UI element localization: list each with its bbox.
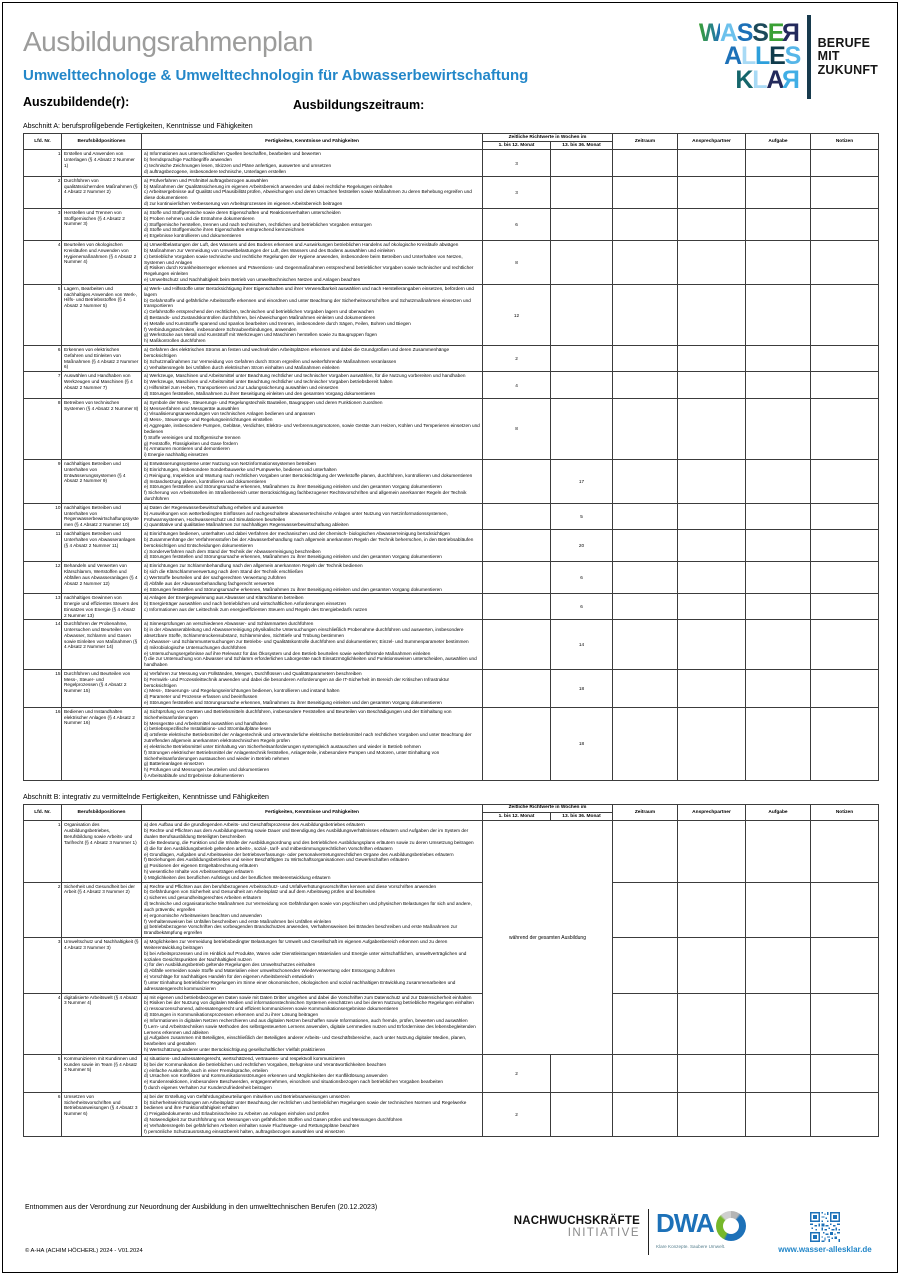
- document-content: [23, 0, 878, 1137]
- aufgabe-cell: [746, 176, 811, 208]
- aufgabe-cell: [746, 398, 811, 459]
- table-row: [24, 398, 879, 459]
- position-cell: Auswählen und Handhaben von Werkzeugen und Maschinen (§ 4 Absatz 2 Nummer 7): [62, 372, 142, 398]
- zeitraum-cell: [613, 1054, 678, 1092]
- logo-letter: R: [783, 18, 801, 47]
- weeks-13-36-cell: [551, 241, 613, 285]
- position-cell: Durchführen und Beurteilen von Mess-, Steuer- und Regelprozessen (§ 4 Absatz 2 Nummer 15): [62, 670, 142, 708]
- weeks-1-12-cell: 3: [483, 176, 551, 208]
- weeks-1-12-cell: [483, 707, 551, 780]
- aufgabe-cell: [746, 562, 811, 594]
- zeitraum-cell: [613, 670, 678, 708]
- ansprechpartner-cell: [678, 176, 746, 208]
- ansprechpartner-cell: [678, 372, 746, 398]
- row-number: 5: [24, 1054, 62, 1092]
- row-number: 3: [24, 208, 62, 240]
- col-header-skills: Fertigkeiten, Kenntnisse und Fähigkeiten: [142, 134, 483, 150]
- skills-cell: a) Informationen aus unterschiedlichen Quellen beschaffen, bearbeiten und bewerten b) fremdsprachige Fachbegriffe anwenden c) technische Zeichnungen lesen, Skizzen und Pläne anfertigen, auswerten und umsetzen d) auftragsbezogene, insbesondere technische, Unterlagen erstellen: [142, 150, 483, 176]
- row-number: 4: [24, 241, 62, 285]
- title-block: [23, 0, 529, 112]
- logo-letter: W: [698, 18, 720, 47]
- weeks-13-36-cell: [551, 208, 613, 240]
- section-a-rows: [24, 150, 879, 780]
- weeks-13-36-cell: [551, 1054, 613, 1092]
- col-header-weeks-group: Zeitliche Richtwerte in Wochen im: [483, 134, 613, 142]
- ansprechpartner-cell: [678, 398, 746, 459]
- skills-cell: a) Entwässerungssysteme unter Nutzung von Netzinformationssystemen betreiben b) Einrichtungen, insbesondere Sonderbauwerke und Pumpwerke, bedienen und unterhalten c) Reinigung, Inspektion und Wartung nach rechtlichen Vorgaben unter Berücksichtigung der Werkstoffe planen, durchführen, kontrollieren und dokumentieren d) Instandsetzung planen, kontrollieren und dokumentieren e) Störungen feststellen und Störungsursache erkennen, Maßnahmen zu ihrer Beseitigung einleiten und den gesamten Vorgang dokumentieren f) Sicherung von Arbeitsstellen im Straßenbereich unter Berücksichtigung fachbezogener Rechtsvorschriften und allgemein anerkannter Regeln der Technik durchführen: [142, 460, 483, 504]
- weeks-13-36-cell: 6: [551, 562, 613, 594]
- section-a-table: [23, 133, 879, 781]
- skills-cell: a) Werkzeuge, Maschinen und Arbeitsmittel unter Beachtung rechtlicher und technischer Vorgaben auswählen, für die Nutzung vorbereiten und handhaben b) Werkzeuge, Maschinen und Arbeitsmittel unter Beachtung rechtlicher und technischer Vorgaben betriebsbereit halten c) Hilfsmittel zum Heben, Transportieren und zur Ladungssicherung auswählen und einsetzen d) Störungen feststellen, Maßnahmen zu ihrer Beseitigung einleiten und den gesamten Vorgang dokumentieren: [142, 372, 483, 398]
- logo-letter: L: [752, 65, 767, 94]
- notizen-cell: [811, 372, 879, 398]
- row-number: 2: [24, 882, 62, 937]
- page-subtitle: Umwelttechnologe & Umwelttechnologin für Abwasserbewirtschaftung: [23, 67, 529, 84]
- trainee-label: Auszubildende(r):: [23, 95, 130, 109]
- logo-letter: A: [724, 42, 741, 71]
- position-cell: Durchführen von qualitätssichernden Maßnahmen (§ 4 Absatz 2 Nummer 2): [62, 176, 142, 208]
- zeitraum-cell: [613, 176, 678, 208]
- aufgabe-cell: [746, 707, 811, 780]
- notizen-cell: [811, 594, 879, 620]
- skills-cell: a) Sinnesprüfungen an verschiedenen Abwasser- und Schlammarten durchführen b) in der Abwasserableitung und Abwasserreinigung physikalische Untersuchungen einschließlich Probenahme durchführen und auswerten, insbesondere absetzbare Stoffe, Schlammtrockensubstanz, Schlammindex, Sichttiefe und Trübung bestimmen c) Abwasser- und Schlammuntersuchungen zur Betriebs- und Qualitätskontrolle durchführen und dokumentieren; Einzel- und Summenparameter bestimmen d) mikrobiologische Untersuchungen durchführen e) Untersuchungsergebnisse auf ihre Relevanz für das Ökosystem und den Betrieb beurteilen sowie weiterführende Maßnahmen einleiten f) die zur Untersuchung von Abwasser und Schlamm erforderlichen Laborgeräte nach Einsatzmöglichkeiten und Funktionsweisen unterscheiden, auswählen und handhaben: [142, 620, 483, 670]
- aufgabe-cell: [746, 821, 811, 882]
- notizen-cell: [811, 938, 879, 993]
- table-row: [24, 241, 879, 285]
- ansprechpartner-cell: [678, 208, 746, 240]
- skills-cell: a) Verfahren zur Messung von Füllständen, Mengen, Durchflüssen und Qualitätsparametern beschreiben b) Fernwirk- und Prozessleittechnik anwenden und dabei die besonderen Anforderungen an die IT-Sicherheit im Bereich der Kritischen Infrastruktur berücksichtigen c) Mess-, Steuerungs- und Regelungseinrichtungen bedienen, kontrollieren und instand halten d) Parameter und Prozesse erfassen und beeinflussen e) Störungen feststellen und Störungsursache erkennen, Maßnahmen zu ihrer Beseitigung einleiten und den gesamten Vorgang dokumentieren: [142, 670, 483, 708]
- col-header-position: Berufsbildpositionen: [62, 804, 142, 820]
- logo-letter: S: [752, 18, 768, 47]
- document-header: [23, 0, 878, 112]
- section-b-table: [23, 804, 879, 1137]
- col-header-ansprechpartner: Ansprechpartner: [678, 134, 746, 150]
- table-row: [24, 530, 879, 562]
- logo-letter: R: [783, 65, 801, 94]
- footer-logo-divider: [648, 1209, 649, 1255]
- col-header-position: Berufsbildpositionen: [62, 134, 142, 150]
- logo-letter: A: [766, 65, 784, 94]
- notizen-cell: [811, 620, 879, 670]
- weeks-13-36-cell: 18: [551, 707, 613, 780]
- section-a-heading: Abschnitt A: berufsprofilgebende Fertigkeiten, Kenntnisse und Fähigkeiten: [23, 123, 253, 130]
- zeitraum-cell: [613, 530, 678, 562]
- skills-cell: a) Werk- und Hilfsstoffe unter Berücksichtigung ihrer Eigenschaften und ihrer Verwendbarkeit auswählen und nach Herstellerangaben einsetzen, befördern und lagern b) Gefahrstoffe und gefährliche Arbeitsstoffe erkennen und einordnen und unter Beachtung der Sicherheitsvorschriften und Schutzmaßnahmen einsetzen und transportieren c) Gefahrstoffe entsprechend den rechtlichen, technischen und betrieblichen Vorgaben lagern und überwachen d) Bestands- und Zustandskontrollen durchführen, bei Abweichungen Maßnahmen einleiten und dokumentieren e) Metalle und Kunststoffe spanend und spanlos bearbeiten und trennen, insbesondere durch Sägen, Feilen, Bohren und Biegen f) Verbindungstechniken, insbesondere Schraubverbindungen, anwenden g) Werkstücke aus Metall und Kunststoff mit Werkzeugen und Maschinen herstellen sowie zu Baugruppen fügen h) Maßkontrollen durchführen: [142, 284, 483, 345]
- position-cell: Lagern, Bearbeiten und nachhaltiges Anwenden von Werk-, Hilfs- und Betriebsstoffen (§ 4 Absatz 2 Nummer 5): [62, 284, 142, 345]
- position-cell: Kommunizieren mit Kundinnen und Kunden sowie im Team (§ 4 Absatz 3 Nummer 5): [62, 1054, 142, 1092]
- table-row: [24, 284, 879, 345]
- skills-cell: a) den Aufbau und die grundlegenden Arbeits- und Geschäftsprozesse des Ausbildungsbetriebes erläutern b) Rechte und Pflichten aus dem Ausbildungsvertrag sowie Dauer und Beendigung des Ausbildungsverhältnisses erläutern und Aufgaben der im System der dualen Berufsausbildung Beteiligten beschreiben c) die Bedeutung, die Funktion und die Inhalte der Ausbildungsordnung und des betrieblichen Ausbildungsplans erläutern sowie zu deren Umsetzung beitragen d) die für den Ausbildungsbetrieb geltenden arbeits-, sozial-, tarif- und mitbestimmungsrechtlichen Vorschriften erläutern e) Grundlagen, Aufgaben und Arbeitsweise der betriebsverfassungs- oder personalvertretungsrechtlichen Organe des Ausbildungsbetriebes erläutern f) Beziehungen des Ausbildungsbetriebes und seiner Beschäftigten zu Wirtschaftsorganisationen und Gewerkschaften erläutern g) Positionen der eigenen Entgeltabrechnung erläutern h) wesentliche Inhalte von Arbeitsverträgen erläutern i) Möglichkeiten des beruflichen Aufstiegs und der beruflichen Weiterentwicklung erläutern: [142, 821, 483, 882]
- row-number: 15: [24, 670, 62, 708]
- weeks-1-12-cell: [483, 503, 551, 529]
- notizen-cell: [811, 284, 879, 345]
- skills-cell: a) Einrichtungen bedienen, unterhalten und dabei Verfahren der mechanischen und der chemisch- biologischen Abwasserreinigung berücksichtigen b) Zusammenhänge der Verfahrensstufen bei der Abwasserbehandlung nach allgemein anerkannten Regeln der Technik beherrschen, in den Betriebsabläufen berücksichtigen und Entscheidungen dokumentieren c) Sonderverfahren nach dem Stand der Technik der Abwasserreinigung beschreiben d) Störungen feststellen und Störungsursache erkennen, Maßnahmen zu ihrer Beseitigung einleiten und den gesamten Vorgang dokumentieren: [142, 530, 483, 562]
- weeks-1-12-cell: 8: [483, 241, 551, 285]
- row-number: 11: [24, 530, 62, 562]
- table-row: [24, 707, 879, 780]
- weeks-1-12-cell: [483, 530, 551, 562]
- weeks-13-36-cell: [551, 284, 613, 345]
- logo-letter: K: [735, 65, 753, 94]
- row-number: 1: [24, 150, 62, 176]
- row-number: 2: [24, 176, 62, 208]
- aufgabe-cell: [746, 938, 811, 993]
- aufgabe-cell: [746, 1092, 811, 1136]
- notizen-cell: [811, 346, 879, 372]
- qr-code-icon: [810, 1212, 840, 1242]
- col-header-notizen: Notizen: [811, 134, 879, 150]
- row-number: 16: [24, 707, 62, 780]
- table-row: [24, 821, 879, 882]
- notizen-cell: [811, 150, 879, 176]
- ansprechpartner-cell: [678, 707, 746, 780]
- row-number: 6: [24, 1092, 62, 1136]
- skills-cell: a) Sichtprüfung von Geräten und Betriebsmitteln durchführen, insbesondere Feststellen und Beurteilen von Beschädigungen und der Einhaltung von Sicherheitsanforderungen b) Messgeräte und Arbeitsmittel auswählen und handhaben c) betriebsspezifische Installations- und Stromlaufpläne lesen d) ortsfeste elektrische Betriebsmittel der Anlagentechnik und ortsveränderliche elektrische Betriebsmittel nach rechtlichen Vorgaben und unter Beachtung der zutreffenden allgemein anerkannten elektrotechnischen Regeln prüfen e) elektrische Betriebsmittel unter Einhaltung von Sicherheitsanforderungen systemgleich austauschen und wieder in Betrieb nehmen f) Störungen elektrischer Betriebsmittel der Anlagentechnik feststellen, Anlagenteile, insbesondere Pumpen und Motoren, unter Einhaltung von Sicherheitsanforderungen austauschen und wieder in Betrieb nehmen g) Batterieanlagen einsetzen h) Prüfungen und Messungen beurteilen und dokumentieren i) Arbeitsabläufe und Ergebnisse dokumentieren: [142, 707, 483, 780]
- col-header-aufgabe: Aufgabe: [746, 804, 811, 820]
- skills-cell: a) Prüfverfahren und Prüfmittel auftragsbezogen auswählen b) Maßnahmen der Qualitätssicherung im eigenen Arbeitsbereich anwenden und dabei rechtliche Regelungen einhalten c) Arbeitsergebnisse auf Qualität und Plausibilität prüfen, Abweichungen und deren Ursachen feststellen sowie Maßnahmen zu deren Behebung ergreifen und diese dokumentieren d) zur kontinuierlichen Verbesserung von Arbeitsprozessen im eigenen Arbeitsbereich beitragen: [142, 176, 483, 208]
- weeks-13-36-cell: [551, 176, 613, 208]
- aufgabe-cell: [746, 503, 811, 529]
- ansprechpartner-cell: [678, 993, 746, 1054]
- aufgabe-cell: [746, 346, 811, 372]
- row-number: 7: [24, 372, 62, 398]
- zeitraum-cell: [613, 993, 678, 1054]
- notizen-cell: [811, 208, 879, 240]
- weeks-13-36-cell: [551, 372, 613, 398]
- row-number: 14: [24, 620, 62, 670]
- weeks-1-12-cell: [483, 670, 551, 708]
- skills-cell: a) Daten der Regenwasserbewirtschaftung erheben und auswerten b) Auswirkungen von wetterbedingten Einflüssen auf nachgeschaltete abwassertechnische Anlagen unter Nutzung von Netzinformationssystemen, Frühwarnsystemen, Hochwasserschutz und Simulationen beurteilen c) quantitative und qualitative Maßnahmen zur nachhaltigen Regenwasserbewirtschaftung ableiten: [142, 503, 483, 529]
- col-header-ansprechpartner: Ansprechpartner: [678, 804, 746, 820]
- ansprechpartner-cell: [678, 346, 746, 372]
- ansprechpartner-cell: [678, 530, 746, 562]
- zeitraum-cell: [613, 620, 678, 670]
- position-cell: Beurteilen von ökologischen Kreisläufen und Anwenden von Hygienemaßnahmen (§ 4 Absatz 2 Nummer 4): [62, 241, 142, 285]
- weeks-1-12-cell: 12: [483, 284, 551, 345]
- aufgabe-cell: [746, 670, 811, 708]
- position-cell: Behandeln und Verwerten von Klärschlamm, Wertstoffen und Abfällen aus Abwasseranlagen (§ 4 Absatz 2 Nummer 12): [62, 562, 142, 594]
- zeitraum-cell: [613, 882, 678, 937]
- ansprechpartner-cell: [678, 503, 746, 529]
- ansprechpartner-cell: [678, 938, 746, 993]
- col-header-zeitraum: Zeitraum: [613, 804, 678, 820]
- table-row: [24, 594, 879, 620]
- position-cell: Herstellen und Trennen von Stoffgemischen (§ 4 Absatz 2 Nummer 3): [62, 208, 142, 240]
- col-header-notizen: Notizen: [811, 804, 879, 820]
- position-cell: nachhaltiges Betreiben und Unterhalten von Regenwasserbewirtschaftungssystemen (§ 4 Absatz 2 Nummer 10): [62, 503, 142, 529]
- weeks-1-12-cell: [483, 562, 551, 594]
- notizen-cell: [811, 993, 879, 1054]
- weeks-merged-cell: während der gesamten Ausbildung: [483, 821, 613, 1054]
- table-row: [24, 503, 879, 529]
- row-number: 8: [24, 398, 62, 459]
- zeitraum-cell: [613, 1092, 678, 1136]
- row-number: 12: [24, 562, 62, 594]
- section-b-heading: Abschnitt B: integrativ zu vermittelnde Fertigkeiten, Kenntnisse und Fähigkeiten: [23, 793, 269, 801]
- table-row: [24, 208, 879, 240]
- weeks-1-12-cell: 2: [483, 346, 551, 372]
- notizen-cell: [811, 398, 879, 459]
- zeitraum-cell: [613, 594, 678, 620]
- ansprechpartner-cell: [678, 150, 746, 176]
- table-row: [24, 1054, 879, 1092]
- notizen-cell: [811, 530, 879, 562]
- zeitraum-cell: [613, 208, 678, 240]
- skills-cell: a) Stoffe und Stoffgemische sowie deren Eigenschaften und Reaktionsverhalten unterscheiden b) Proben nehmen und die Entnahme dokumentieren c) Stoffgemische herstellen, trennen und nach technischen, rechtlichen und betrieblichen Vorgaben entsorgen d) Stoffe und Stoffgemische ihren Eigenschaften entsprechend kennzeichnen e) Ergebnisse kontrollieren und dokumentieren: [142, 208, 483, 240]
- skills-cell: a) Anlagen der Energiegewinnung aus Abwasser und Klärschlamm betreiben b) Energieträger auswählen und nach betrieblichen und wirtschaftlichen Anforderungen einsetzen c) Informationen aus der Leittechnik zum energieeffizienten Steuern und Regeln des Energiebedarfs nutzen: [142, 594, 483, 620]
- row-number: 5: [24, 284, 62, 345]
- aufgabe-cell: [746, 882, 811, 937]
- notizen-cell: [811, 1054, 879, 1092]
- aufgabe-cell: [746, 530, 811, 562]
- footer-copyright: © A-HA (ACHIM HÖCHERL) 2024 - V01.2024: [25, 1248, 143, 1254]
- col-header-zeitraum: Zeitraum: [613, 134, 678, 150]
- zeitraum-cell: [613, 398, 678, 459]
- ansprechpartner-cell: [678, 821, 746, 882]
- row-number: 6: [24, 346, 62, 372]
- col-header-weeks-group: Zeitliche Richtwerte in Wochen im: [483, 804, 613, 812]
- ansprechpartner-cell: [678, 882, 746, 937]
- weeks-1-12-cell: 2: [483, 1092, 551, 1136]
- weeks-13-36-cell: 5: [551, 503, 613, 529]
- training-period-label: Ausbildungszeitraum:: [293, 98, 425, 112]
- col-header-weeks-13-36: 13. bis 36. Monat: [551, 813, 613, 821]
- row-number: 3: [24, 938, 62, 993]
- ansprechpartner-cell: [678, 460, 746, 504]
- logo-letter: A: [719, 18, 737, 47]
- notizen-cell: [811, 670, 879, 708]
- notizen-cell: [811, 176, 879, 208]
- notizen-cell: [811, 241, 879, 285]
- position-cell: Betreiben von technischen Systemen (§ 4 Absatz 2 Nummer 8): [62, 398, 142, 459]
- zeitraum-cell: [613, 241, 678, 285]
- logo-letter: E: [767, 18, 784, 47]
- table-row: [24, 938, 879, 993]
- table-row: [24, 372, 879, 398]
- dwa-ring-icon: [716, 1211, 746, 1241]
- ansprechpartner-cell: [678, 1092, 746, 1136]
- notizen-cell: [811, 562, 879, 594]
- table-row: [24, 562, 879, 594]
- ansprechpartner-cell: [678, 562, 746, 594]
- aufgabe-cell: [746, 620, 811, 670]
- skills-cell: a) Rechte und Pflichten aus den berufsbezogenen Arbeitsschutz- und Unfallverhütungsvorschriften kennen und diese Vorschriften anwenden b) Gefährdungen von Sicherheit und Gesundheit am Arbeitsplatz und auf dem Arbeitsweg prüfen und beurteilen c) sicheres und gesundheitsgerechtes Arbeiten erläutern d) technische und organisatorische Maßnahmen zur Vermeidung von Gefährdungen sowie von psychischen und physischen Belastungen für sich und andere, auch präventiv, ergreifen e) ergonomische Arbeitsweisen beachten und anwenden f) Verhaltensweisen bei Unfällen beschreiben und erste Maßnahmen bei Unfällen einleiten g) betriebsbezogene Vorschriften des vorbeugenden Brandschutzes anwenden, Verhaltensweisen bei Bränden beschreiben und erste Maßnahmen zur Brandbekämpfung ergreifen: [142, 882, 483, 937]
- weeks-13-36-cell: [551, 150, 613, 176]
- aufgabe-cell: [746, 460, 811, 504]
- table-row: [24, 670, 879, 708]
- position-cell: Umweltschutz und Nachhaltigkeit (§ 4 Absatz 3 Nummer 3): [62, 938, 142, 993]
- weeks-1-12-cell: 6: [483, 208, 551, 240]
- weeks-1-12-cell: 3: [483, 150, 551, 176]
- skills-cell: a) mit eigenen und betriebsbezogenen Daten sowie mit Daten Dritter umgehen und dabei die Vorschriften zum Datenschutz und zur Datensicherheit einhalten b) Risiken bei der Nutzung von digitalen Medien und informationstechnischen Systemen einschätzen und bei deren Nutzung betriebliche Regelungen einhalten c) ressourcenschonend, adressatengerecht und effizient kommunizieren sowie Kommunikationsergebnisse dokumentieren d) Störungen in Kommunikationsprozessen erkennen und zu ihrer Lösung beitragen e) Informationen in digitalen Netzen recherchieren und aus digitalen Netzen beschaffen sowie Informationen, auch fremde, prüfen, bewerten und auswählen f) Lern- und Arbeitstechniken sowie Methoden des selbstgesteuerten Lernens anwenden, digitale Lernmedien nutzen und Erfordernisse des lebensbegleitenden Lernens erkennen und ableiten g) Aufgaben zusammen mit Beteiligten, einschließlich der Beteiligten anderer Arbeits- und Geschäftsbereiche, auch unter Nutzung digitaler Medien, planen, bearbeiten und gestalten h) Wertschätzung anderer unter Berücksichtigung gesellschaftlicher Vielfalt praktizieren: [142, 993, 483, 1054]
- position-cell: nachhaltiges Betreiben und Unterhalten von Abwasseranlagen (§ 4 Absatz 2 Nummer 11): [62, 530, 142, 562]
- row-number: 13: [24, 594, 62, 620]
- position-cell: Erstellen und Anwenden von Unterlagen (§ 4 Absatz 2 Nummer 1): [62, 150, 142, 176]
- logo-letter: S: [736, 18, 753, 47]
- position-cell: nachhaltiges Gewinnen von Energie und effizientes Steuern des Einsatzes von Energie (§ 4 Absatz 2 Nummer 13): [62, 594, 142, 620]
- section-b-rows: [24, 821, 879, 1136]
- footer-source-note: Entnommen aus der Verordnung zur Neuordnung der Ausbildung in den umwelttechnischen Berufen (20.12.2023): [25, 1204, 378, 1211]
- skills-cell: a) Möglichkeiten zur Vermeidung betriebsbedingter Belastungen für Umwelt und Gesellschaft im eigenen Aufgabenbereich erkennen und zu deren Weiterentwicklung beitragen b) bei Arbeitsprozessen und im Hinblick auf Produkte, Waren oder Dienstleistungen Materialien und Energie unter wirtschaftlichen, umweltverträglichen und sozialen Gesichtspunkten der Nachhaltigkeit nutzen c) für den Ausbildungsbetrieb geltende Regelungen des Umweltschutzes einhalten d) Abfälle vermeiden sowie Stoffe und Materialien einer umweltschonenden Wiederverwertung oder Entsorgung zuführen e) Vorschläge für nachhaltiges Handeln für den eigenen Arbeitsbereich entwickeln f) unter Einhaltung betrieblicher Regelungen im Sinne einer ökonomischen, ökologischen und sozial nachhaltigen Entwicklung zusammenarbeiten und adressatengerecht kommunizieren: [142, 938, 483, 993]
- skills-cell: a) Gefahren des elektrischen Stroms an festen und wechselnden Arbeitsplätzen erkennen und dabei die Grundgrößen und deren Zusammenhänge berücksichtigen b) Schutzmaßnahmen zur Vermeidung von Gefahren durch Strom ergreifen und weiterführende Maßnahmen veranlassen c) Verhaltensregeln bei Unfällen durch elektrischen Strom einhalten und Maßnahmen einleiten: [142, 346, 483, 372]
- nachwuchskraefte-initiative-logo: NACHWUCHSKRÄFTE INITIATIVE: [513, 1215, 640, 1239]
- notizen-cell: [811, 1092, 879, 1136]
- position-cell: Bedienen und Instandhalten elektrischer Anlagen (§ 4 Absatz 2 Nummer 16): [62, 707, 142, 780]
- logo-letter: L: [755, 42, 770, 71]
- position-cell: Durchführen der Probenahme, Untersuchen und Beurteilen von Abwasser, Schlamm und Gasen sowie Einleiten von Maßnahmen (§ 4 Absatz 2 Nummer 14): [62, 620, 142, 670]
- wasser-alles-klar-logo: [699, 15, 878, 99]
- notizen-cell: [811, 707, 879, 780]
- zeitraum-cell: [613, 562, 678, 594]
- zeitraum-cell: [613, 346, 678, 372]
- table-header: [24, 804, 879, 820]
- zeitraum-cell: [613, 150, 678, 176]
- skills-cell: a) Symbole der Mess-, Steuerungs- und Regelungstechnik Bauteilen, Baugruppen und deren Funktionen zuordnen b) Messverfahren und Messgeräte auswählen c) Visualisierungsanwendungen von technischen Anlagen bedienen und anpassen d) Mess-, Steuerungs- und Regelungseinrichtungen einstellen e) Aggregate, insbesondere Pumpen, Gebläse, Verdichter, Elektro- und Verbrennungsmotoren, sowie Geräte zum Heizen, Kühlen und Temperieren einsetzen und bedienen f) Stoffe vereinigen und Stoffgemische trennen g) Feststoffe, Flüssigkeiten und Gase fördern h) Armaturen montieren und demontieren i) Energie nachhaltig einsetzen: [142, 398, 483, 459]
- weeks-1-12-cell: 8: [483, 398, 551, 459]
- table-row: [24, 620, 879, 670]
- ansprechpartner-cell: [678, 670, 746, 708]
- notizen-cell: [811, 503, 879, 529]
- logo-divider: [807, 15, 811, 99]
- aufgabe-cell: [746, 150, 811, 176]
- col-header-nr: Lfd. Nr.: [24, 134, 62, 150]
- notizen-cell: [811, 460, 879, 504]
- zeitraum-cell: [613, 503, 678, 529]
- aufgabe-cell: [746, 993, 811, 1054]
- logo-tagline: BERUFE MIT ZUKUNFT: [817, 36, 878, 77]
- weeks-13-36-cell: 14: [551, 620, 613, 670]
- aufgabe-cell: [746, 594, 811, 620]
- position-cell: Sicherheit und Gesundheit bei der Arbeit (§ 4 Absatz 3 Nummer 2): [62, 882, 142, 937]
- ansprechpartner-cell: [678, 620, 746, 670]
- aufgabe-cell: [746, 208, 811, 240]
- ansprechpartner-cell: [678, 594, 746, 620]
- skills-cell: a) Umweltbelastungen der Luft, des Wassers und des Bodens erkennen und Auswirkungen betrieblichen Handelns auf ökologische Kreisläufe abwägen b) Maßnahmen zur Vermeidung von Umweltbelastungen der Luft, des Wassers und des Bodens auswählen und einleiten c) betriebliche Vorgaben sowie technische und rechtliche Regelungen der Hygiene anwenden, insbesondere beim Betreiben und Unterhalten von Netzen, Systemen und Anlagen d) Risiken durch Krankheitserreger erkennen und Präventions- und Gegenmaßnahmen entsprechend betrieblicher Vorgaben sowie technischer und rechtlicher Regelungen einleiten e) Umweltschutz und Nachhaltigkeit beim Betrieb von umwelttechnischen Netzen und Anlagen beachten: [142, 241, 483, 285]
- table-header: [24, 134, 879, 150]
- zeitraum-cell: [613, 284, 678, 345]
- weeks-13-36-cell: 20: [551, 530, 613, 562]
- weeks-1-12-cell: [483, 620, 551, 670]
- table-row: [24, 176, 879, 208]
- zeitraum-cell: [613, 372, 678, 398]
- position-cell: Organisation des Ausbildungsbetriebes, Berufsbildung sowie Arbeits- und Tarifrecht (§ 4 Absatz 3 Nummer 1): [62, 821, 142, 882]
- ansprechpartner-cell: [678, 241, 746, 285]
- table-row: [24, 993, 879, 1054]
- logo-letter: L: [740, 42, 756, 71]
- page-title: Ausbildungsrahmenplan: [23, 26, 313, 57]
- logo-letter: S: [784, 42, 801, 71]
- notizen-cell: [811, 821, 879, 882]
- weeks-13-36-cell: [551, 346, 613, 372]
- dwa-logo: DWA Klare Konzepte. Saubere Umwelt.: [656, 1210, 766, 1249]
- col-header-aufgabe: Aufgabe: [746, 134, 811, 150]
- form-labels: [23, 95, 528, 112]
- aufgabe-cell: [746, 1054, 811, 1092]
- position-cell: Erkennen von elektrischen Gefahren und Einleiten von Maßnahmen (§ 4 Absatz 2 Nummer 6): [62, 346, 142, 372]
- col-header-weeks-13-36: 13. bis 36. Monat: [551, 142, 613, 150]
- weeks-13-36-cell: 6: [551, 594, 613, 620]
- weeks-1-12-cell: 4: [483, 372, 551, 398]
- footer-url[interactable]: www.wasser-allesklar.de: [778, 1245, 872, 1254]
- col-header-skills: Fertigkeiten, Kenntnisse und Fähigkeiten: [142, 804, 483, 820]
- zeitraum-cell: [613, 707, 678, 780]
- aufgabe-cell: [746, 241, 811, 285]
- skills-cell: a) bei der Erstellung von Gefährdungsbeurteilungen mitwirken und Betriebsanweisungen umsetzen b) Sicherheitseinrichtungen am Arbeitsplatz unter Beachtung der rechtlichen und betrieblichen Regelungen sowie der technischen Normen und Regelwerke bedienen und ihre Funktionsfähigkeit erhalten c) Freigabedokumente und Erlaubnisscheine zu Arbeiten an Anlagen einholen und prüfen d) Notwendigkeit zur Durchführung von Messungen von gefährlichen Stoffen und Gasen prüfen und Messungen durchführen e) Verhaltensregeln bei gefährlichen Arbeiten einhalten sowie Fluchtwege- und Rettungspläne beachten f) persönliche Schutzausrüstung einsatzbereit halten, auftragsbezogen auswählen und einsetzen: [142, 1092, 483, 1136]
- col-header-weeks-1-12: 1. bis 12. Monat: [483, 813, 551, 821]
- col-header-weeks-1-12: 1. bis 12. Monat: [483, 142, 551, 150]
- aufgabe-cell: [746, 284, 811, 345]
- skills-cell: a) Einrichtungen zur Schlammbehandlung nach den allgemein anerkannten Regeln der Technik bedienen b) sich die Klärschlammverwertung nach dem Stand der Technik erschließen c) Wertstoffe beurteilen und der sachgerechten Verwertung zuführen d) Abfälle aus der Abwasserbehandlung fachgerecht verwerten e) Störungen feststellen und Störungsursache erkennen, Maßnahmen zu ihrer Beseitigung einleiten und den gesamten Vorgang dokumentieren: [142, 562, 483, 594]
- row-number: 10: [24, 503, 62, 529]
- logo-wordmark: [698, 18, 801, 94]
- position-cell: Umsetzen von Sicherheitsvorschriften und Betriebsanweisungen (§ 4 Absatz 3 Nummer 6): [62, 1092, 142, 1136]
- weeks-13-36-cell: 18: [551, 670, 613, 708]
- zeitraum-cell: [613, 460, 678, 504]
- zeitraum-cell: [613, 938, 678, 993]
- dwa-tagline: Klare Konzepte. Saubere Umwelt.: [656, 1243, 726, 1249]
- ansprechpartner-cell: [678, 1054, 746, 1092]
- weeks-1-12-cell: 2: [483, 1054, 551, 1092]
- ansprechpartner-cell: [678, 284, 746, 345]
- table-row: [24, 460, 879, 504]
- weeks-1-12-cell: [483, 594, 551, 620]
- skills-cell: a) situations- und adressatengerecht, wertschätzend, vertrauens- und respektvoll kommunizieren b) bei der Kommunikation die betrieblichen und rechtlichen Vorgaben, Befugnisse und Verantwortlichkeiten beachten c) einfache Auskünfte, auch in einer Fremdsprache, erteilen d) Ursachen von Konflikten und Kommunikationsstörungen erkennen und Möglichkeiten der Konfliktlösung anwenden e) Kundenreaktionen, insbesondere Beschwerden, entgegennehmen, einordnen und situationsbezogen nach betrieblichen Vorgaben bearbeiten f) durch eigenes Verhalten zur Kundenzufriedenheit beitragen: [142, 1054, 483, 1092]
- table-row: [24, 346, 879, 372]
- weeks-13-36-cell: [551, 1092, 613, 1136]
- zeitraum-cell: [613, 821, 678, 882]
- table-row: [24, 150, 879, 176]
- row-number: 1: [24, 821, 62, 882]
- weeks-13-36-cell: [551, 398, 613, 459]
- weeks-1-12-cell: [483, 460, 551, 504]
- col-header-nr: Lfd. Nr.: [24, 804, 62, 820]
- aufgabe-cell: [746, 372, 811, 398]
- logo-word: [699, 65, 801, 94]
- row-number: 9: [24, 460, 62, 504]
- table-row: [24, 882, 879, 937]
- notizen-cell: [811, 882, 879, 937]
- logo-letter: E: [769, 42, 785, 71]
- table-row: [24, 1092, 879, 1136]
- position-cell: digitalisierte Arbeitswelt (§ 4 Absatz 3 Nummer 4): [62, 993, 142, 1054]
- weeks-13-36-cell: 17: [551, 460, 613, 504]
- row-number: 4: [24, 993, 62, 1054]
- position-cell: nachhaltiges Betreiben und Unterhalten von Entwässerungssystemen (§ 4 Absatz 2 Nummer 9): [62, 460, 142, 504]
